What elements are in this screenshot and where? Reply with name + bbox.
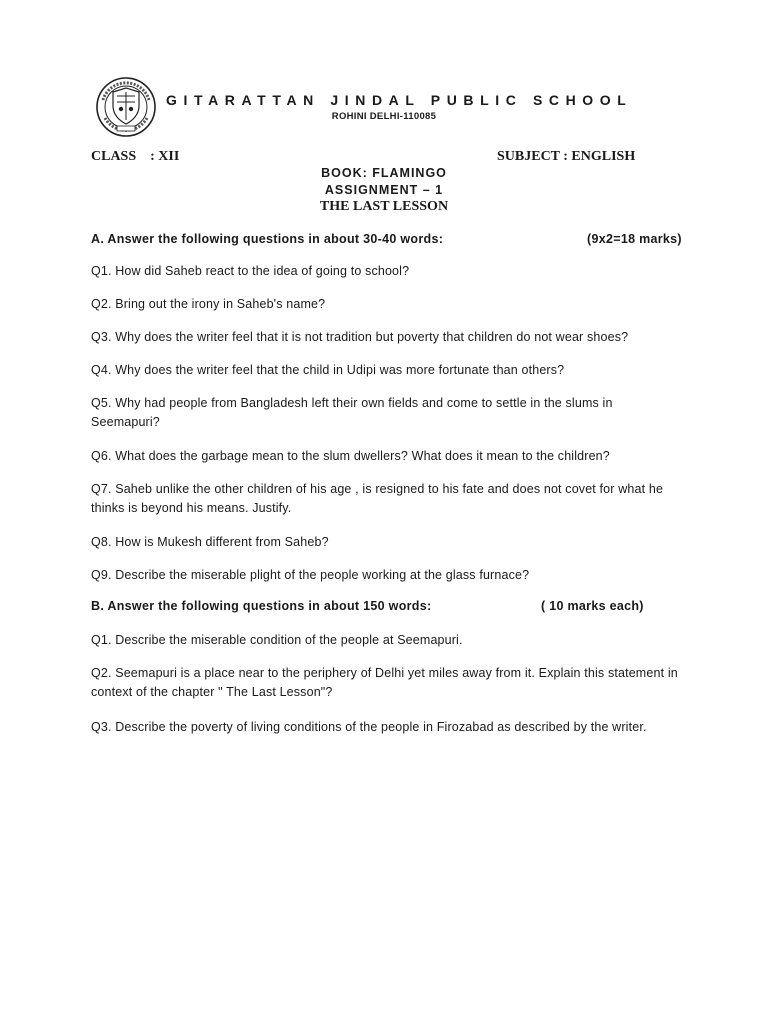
school-address: ROHINI DELHI-110085 xyxy=(331,111,437,122)
section-a-question-7: Q7. Saheb unlike the other children of his age , is resigned to his fate and does not covet for what he thinks is beyond his means. Justify. xyxy=(91,482,664,515)
section-a-question-6: Q6. What does the garbage mean to the slum dwellers? What does it mean to the children? xyxy=(91,449,610,463)
section-b-question-1: Q1. Describe the miserable condition of the people at Seemapuri. xyxy=(91,633,463,647)
section-a-heading: A. Answer the following questions in about 30-40 words: xyxy=(91,232,444,246)
subject-label: SUBJECT : ENGLISH xyxy=(497,149,636,164)
book-label: BOOK: FLAMINGO xyxy=(321,166,447,180)
section-a-question-4: Q4. Why does the writer feel that the child in Udipi was more fortunate than others? xyxy=(91,363,565,377)
school-logo xyxy=(95,76,157,138)
section-a-question-8: Q8. How is Mukesh different from Saheb? xyxy=(91,535,329,549)
section-a-question-2: Q2. Bring out the irony in Saheb's name? xyxy=(91,297,326,311)
section-a-marks: (9x2=18 marks) xyxy=(587,232,682,246)
section-b-heading: B. Answer the following questions in about 150 words: xyxy=(91,599,432,613)
assignment-label: ASSIGNMENT – 1 xyxy=(324,183,444,197)
school-name: GITARATTAN JINDAL PUBLIC SCHOOL xyxy=(166,92,633,108)
lesson-title: THE LAST LESSON xyxy=(319,199,449,214)
section-a-question-1: Q1. How did Saheb react to the idea of going to school? xyxy=(91,264,410,278)
section-b-question-2: Q2. Seemapuri is a place near to the periphery of Delhi yet miles away from it. Explain this statement in context of the chapter " The Last Lesson"? xyxy=(91,666,678,699)
section-b-question-3: Q3. Describe the poverty of living conditions of the people in Firozabad as described by the writer. xyxy=(91,720,647,734)
section-a-question-5: Q5. Why had people from Bangladesh left their own fields and come to settle in the slums in Seemapuri? xyxy=(91,396,613,429)
class-label: CLASS : XII xyxy=(91,149,180,164)
section-a-question-9: Q9. Describe the miserable plight of the people working at the glass furnace? xyxy=(91,568,530,582)
section-b-marks: ( 10 marks each) xyxy=(541,599,644,613)
section-a-question-3: Q3. Why does the writer feel that it is not tradition but poverty that children do not wear shoes? xyxy=(91,330,629,344)
